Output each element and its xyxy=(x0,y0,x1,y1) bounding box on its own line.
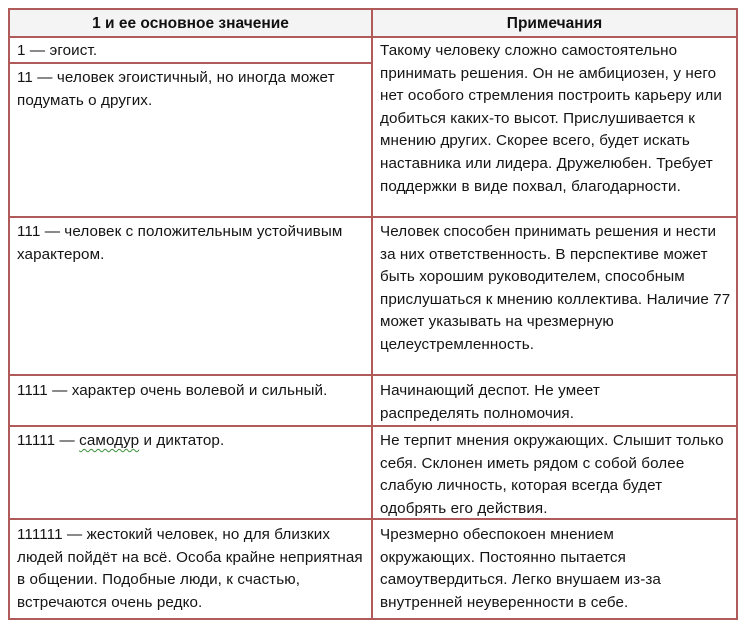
table-cell: 1111 — характер очень волевой и сильный. xyxy=(17,382,328,399)
table-cell: 11 — человек эгоистичный, но иногда может подумать о других. xyxy=(17,69,335,109)
table-cell: 111 — человек с положительным устойчивым характером. xyxy=(17,223,343,263)
column-divider xyxy=(371,8,373,620)
table-cell: 111111 — жестокий человек, но для близких людей пойдёт на всё. Особа крайне неприятная в общении. Подобные люди, к счастью, встречаются очень редко. xyxy=(17,526,363,611)
header-col1: 1 и ее основное значение xyxy=(10,10,371,37)
spellcheck-marked-word: самодур xyxy=(79,432,140,449)
cell-text: 11111 — xyxy=(17,432,80,449)
row-divider xyxy=(8,374,738,376)
row-divider xyxy=(8,425,738,427)
table-cell: 1 — эгоист. xyxy=(17,42,98,59)
table-cell: Человек способен принимать решения и нести за них ответственность. В перспективе может быть хорошим руководителем, способным прислушаться к мнению коллектива. Наличие 77 может указывать на чрезмерную целеустремленность. xyxy=(380,223,731,353)
table-cell: Начинающий деспот. Не умеет распределять полномочия. xyxy=(380,382,600,422)
row-divider xyxy=(8,216,738,218)
cell-text: и диктатор. xyxy=(139,432,225,449)
table-cell: Не терпит мнения окружающих. Слышит только себя. Склонен иметь рядом с собой более слабую личность, которая всегда будет одобрять его действия. xyxy=(380,432,724,517)
table-cell: Чрезмерно обеспокоен мнением окружающих. Постоянно пытается самоутвердиться. Легко внушаем из-за внутренней неуверенности в себе. xyxy=(380,526,661,611)
table-cell: Такому человеку сложно самостоятельно принимать решения. Он не амбициозен, у него нет особого стремления построить карьеру или добиться каких-то высот. Прислушивается к мнению других. Скорее всего, будет искать наставника или лидера. Дружелюбен. Требует поддержки в виде похвал, благодарности. xyxy=(380,42,722,195)
row-divider xyxy=(8,36,738,38)
table-cell xyxy=(17,430,365,453)
header-col2: Примечания xyxy=(373,10,736,37)
